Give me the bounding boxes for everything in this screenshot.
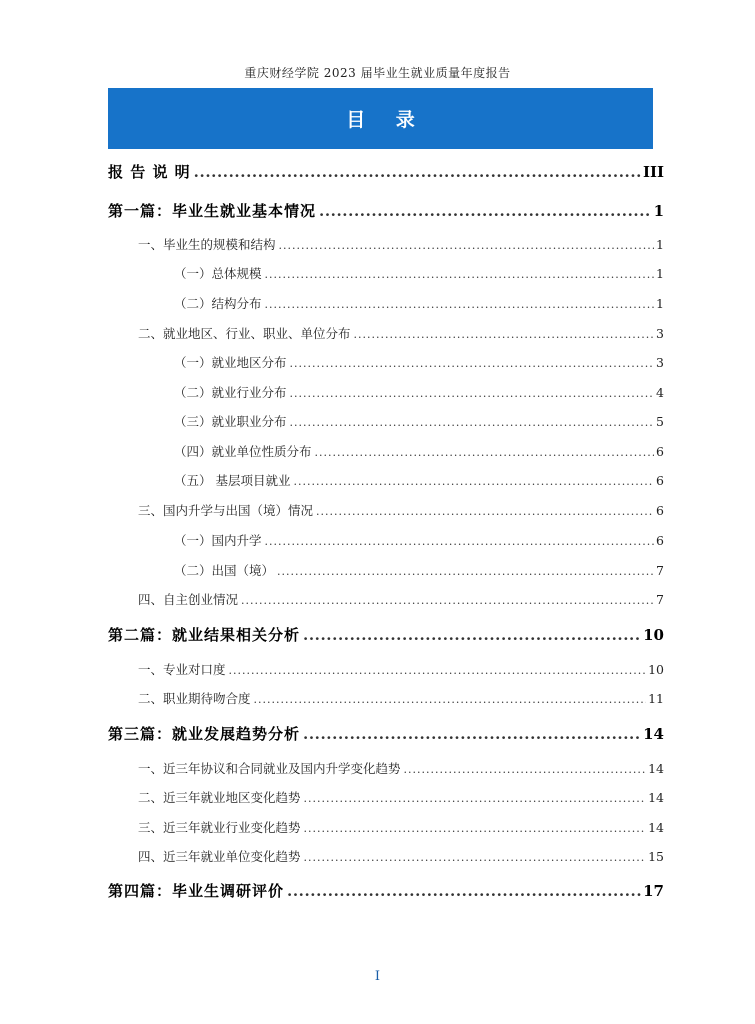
toc-entry-section[interactable] xyxy=(138,235,664,253)
toc-entry-label: （一）就业地区分布 xyxy=(174,355,287,370)
toc-entry-page: 11 xyxy=(648,691,664,706)
toc-entry-part-1[interactable] xyxy=(108,200,664,221)
toc-entry-subsection[interactable] xyxy=(174,442,664,460)
toc-entry-label: （二）出国（境） xyxy=(174,563,275,578)
toc-entry-page: 10 xyxy=(643,626,664,644)
toc-entry-part-2[interactable] xyxy=(108,624,664,645)
toc-entry-label: 二、职业期待吻合度 xyxy=(138,691,251,706)
toc-entry-part-4[interactable] xyxy=(108,880,664,901)
toc-dot-leader xyxy=(277,565,654,578)
toc-entry-label: 三、近三年就业行业变化趋势 xyxy=(138,820,301,835)
toc-dot-leader xyxy=(304,792,647,805)
toc-dot-leader xyxy=(265,268,655,281)
toc-dot-leader xyxy=(279,239,655,252)
toc-dot-leader xyxy=(287,882,641,900)
toc-entry-label: 第一篇：毕业生就业基本情况 xyxy=(108,202,317,220)
toc-entry-page: 6 xyxy=(656,473,664,488)
toc-dot-leader xyxy=(290,416,655,429)
toc-entry-page: 14 xyxy=(648,761,664,776)
toc-entry-page: 1 xyxy=(656,266,664,281)
toc-entry-page: 1 xyxy=(656,237,664,252)
toc-entry-section[interactable] xyxy=(138,501,664,519)
toc-entry-label: （一）国内升学 xyxy=(174,533,262,548)
toc-entry-label: 一、毕业生的规模和结构 xyxy=(138,237,276,252)
toc-entry-report-notes[interactable] xyxy=(108,161,664,182)
toc-dot-leader xyxy=(303,626,641,644)
toc-entry-subsection[interactable] xyxy=(174,531,664,549)
toc-entry-page: 1 xyxy=(656,296,664,311)
toc-entry-label: 二、就业地区、行业、职业、单位分布 xyxy=(138,326,351,341)
toc-entry-page: 5 xyxy=(656,414,664,429)
toc-entry-label: （二）就业行业分布 xyxy=(174,385,287,400)
toc-entry-label: 三、国内升学与出国（境）情况 xyxy=(138,503,314,518)
toc-entry-label: （五） 基层项目就业 xyxy=(174,473,291,488)
toc-entry-label: 第二篇：就业结果相关分析 xyxy=(108,626,301,644)
toc-entry-page: 6 xyxy=(656,444,664,459)
toc-entry-page: III xyxy=(642,163,664,181)
toc-entry-page: 3 xyxy=(656,326,664,341)
toc-dot-leader xyxy=(265,298,655,311)
toc-entry-section[interactable] xyxy=(138,590,664,608)
toc-entry-label: （四）就业单位性质分布 xyxy=(174,444,312,459)
toc-entry-page: 7 xyxy=(656,563,664,578)
toc-entry-label: 一、专业对口度 xyxy=(138,662,226,677)
toc-dot-leader xyxy=(293,475,654,488)
toc-entry-subsection[interactable] xyxy=(174,383,664,401)
toc-entry-label: 四、自主创业情况 xyxy=(138,592,239,607)
toc-entry-page: 6 xyxy=(656,533,664,548)
toc-dot-leader xyxy=(404,763,647,776)
toc-entry-page: 6 xyxy=(656,503,664,518)
toc-entry-page: 10 xyxy=(648,662,664,677)
toc-entry-section[interactable] xyxy=(138,689,664,707)
toc-entry-part-3[interactable] xyxy=(108,723,664,744)
toc-entry-page: 3 xyxy=(656,355,664,370)
toc-dot-leader xyxy=(304,822,647,835)
toc-dot-leader xyxy=(316,505,654,518)
toc-entry-label: 四、近三年就业单位变化趋势 xyxy=(138,849,301,864)
toc-entry-page: 17 xyxy=(643,882,664,900)
toc-entry-section[interactable] xyxy=(138,759,664,777)
toc-entry-page: 1 xyxy=(653,202,664,220)
toc-entry-section[interactable] xyxy=(138,660,664,678)
toc-dot-leader xyxy=(254,693,647,706)
toc-dot-leader xyxy=(315,446,655,459)
toc-entry-label: 二、近三年就业地区变化趋势 xyxy=(138,790,301,805)
toc-entry-page: 14 xyxy=(648,790,664,805)
toc-dot-leader xyxy=(319,202,652,220)
toc-entry-page: 14 xyxy=(648,820,664,835)
toc-entry-section[interactable] xyxy=(138,847,664,865)
toc-entry-label: 第四篇：毕业生调研评价 xyxy=(108,882,285,900)
toc-entry-section[interactable] xyxy=(138,324,664,342)
toc-entry-page: 14 xyxy=(643,725,664,743)
toc-dot-leader xyxy=(241,594,654,607)
toc-dot-leader xyxy=(265,535,655,548)
toc-dot-leader xyxy=(354,328,655,341)
toc-entry-label: 第三篇：就业发展趋势分析 xyxy=(108,725,301,743)
page-number: I xyxy=(374,969,381,984)
running-header: 重庆财经学院 2023 届毕业生就业质量年度报告 xyxy=(244,66,511,80)
toc-entry-label: 报 告 说 明 xyxy=(108,163,191,181)
toc-title-banner xyxy=(108,88,653,149)
toc-title: 目 录 xyxy=(346,109,427,131)
toc-entry-page: 7 xyxy=(656,592,664,607)
toc-entry-section[interactable] xyxy=(138,788,664,806)
toc-entry-subsection[interactable] xyxy=(174,471,664,489)
toc-entry-label: （二）结构分布 xyxy=(174,296,262,311)
toc-entry-page: 15 xyxy=(648,849,664,864)
toc-entry-label: （三）就业职业分布 xyxy=(174,414,287,429)
toc-entry-subsection[interactable] xyxy=(174,294,664,312)
toc-entry-subsection[interactable] xyxy=(174,353,664,371)
toc-dot-leader xyxy=(290,357,655,370)
toc-dot-leader xyxy=(304,851,647,864)
toc-entry-page: 4 xyxy=(656,385,664,400)
toc-entry-label: （一）总体规模 xyxy=(174,266,262,281)
toc-entry-subsection[interactable] xyxy=(174,561,664,579)
toc-dot-leader xyxy=(290,387,655,400)
toc-entry-subsection[interactable] xyxy=(174,264,664,282)
toc-dot-leader xyxy=(229,664,647,677)
toc-entry-label: 一、近三年协议和合同就业及国内升学变化趋势 xyxy=(138,761,401,776)
toc-dot-leader xyxy=(303,725,641,743)
toc-dot-leader xyxy=(194,163,641,181)
toc-entry-subsection[interactable] xyxy=(174,412,664,430)
toc-entry-section[interactable] xyxy=(138,818,664,836)
